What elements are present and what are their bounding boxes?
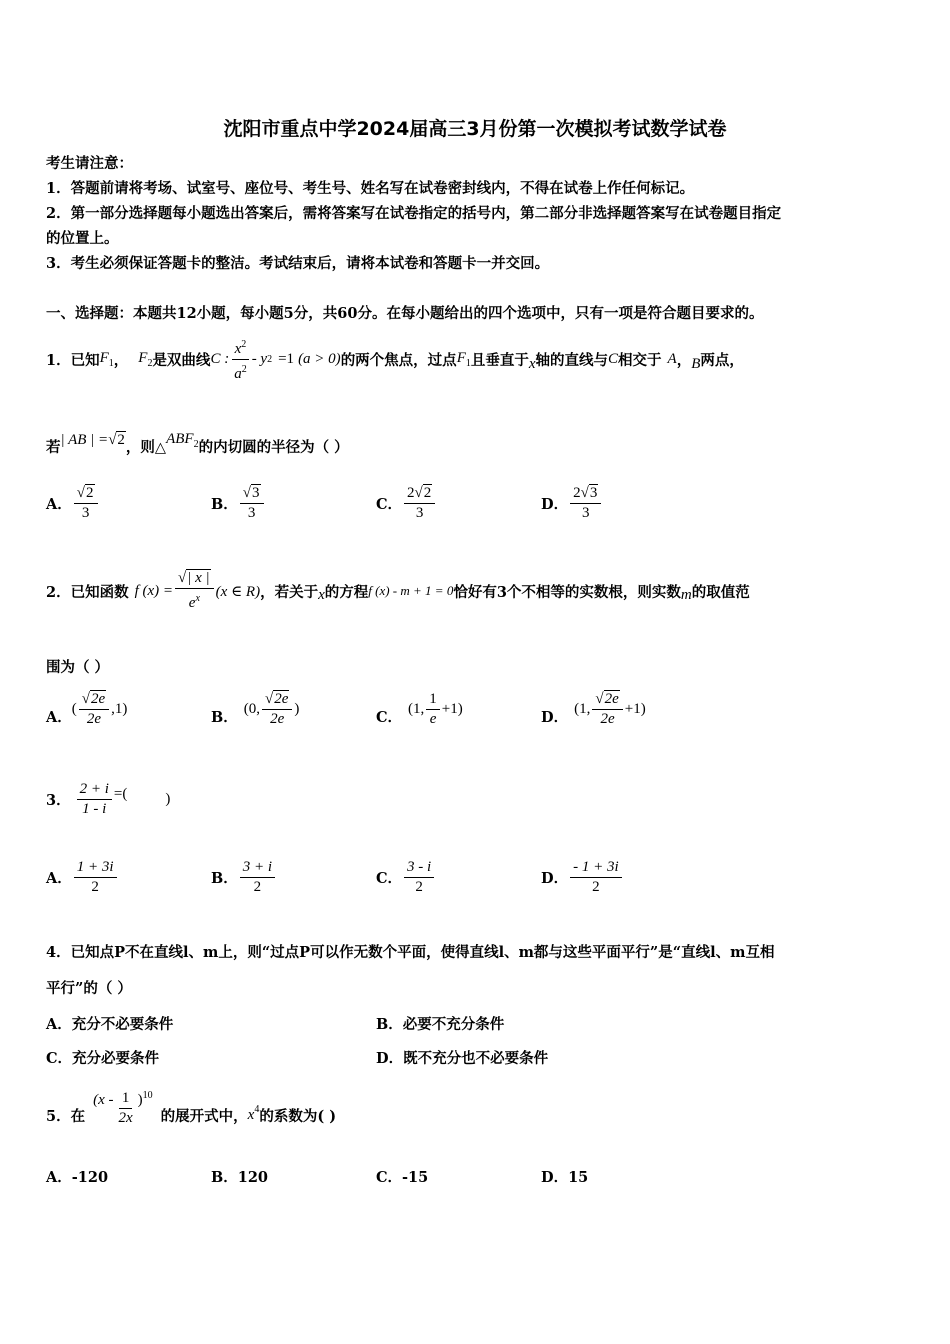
question-2-line-2: 围为（ ） <box>46 659 110 676</box>
q2-function-fraction: $\frac{√| x |}{e^x}$ <box>175 569 214 613</box>
q2-option-b[interactable]: B． (0, $\frac{√2e}{2e}$ ) <box>211 691 300 727</box>
question-1-line-1: 1．已知 $F_1$ ， $F_2$ 是双曲线 C : $\frac{x^2}{a^2}$ - y 2 =1 (a > 0) 的两个焦点，过点 $F_1$ 且垂直于 x 轴的直线与 C 相交于 A ， B 两点， <box>46 336 744 382</box>
q1-f2: $F_2$ <box>138 349 153 369</box>
section-heading: 一、选择题：本题共12小题，每小题5分，共60分。在每小题给出的四个选项中，只有一项是符合题目要求的。 <box>46 305 764 322</box>
q1-number: 1．已知 <box>46 351 100 369</box>
q2-option-c[interactable]: C． (1, $\frac{1}{e}$ +1) <box>376 691 463 727</box>
q5-option-c[interactable]: C．-15 <box>376 1169 429 1186</box>
q1-option-d[interactable]: D． $\frac{2√3}{3}$ <box>541 484 603 523</box>
notice-item-2: 2．第一部分选择题每小题选出答案后，需将答案写在试卷指定的括号内，第二部分非选择题答案写在试卷题目指定 <box>46 205 782 222</box>
question-4-line-2: 平行”的（ ） <box>46 980 132 997</box>
q4-option-a[interactable]: A．充分不必要条件 <box>46 1016 174 1033</box>
q5-option-d[interactable]: D．15 <box>541 1169 589 1186</box>
q4-option-d[interactable]: D．既不充分也不必要条件 <box>376 1050 549 1067</box>
q3-option-c[interactable]: C． $\frac{3 - i}{2}$ <box>376 858 436 897</box>
q2-option-a[interactable]: A． ( $\frac{√2e}{2e}$ ,1) <box>46 691 128 727</box>
q1-ab-length: | AB | =√2 <box>60 431 125 448</box>
q2-option-d[interactable]: D． (1, $\frac{√2e}{2e}$ +1) <box>541 691 646 727</box>
notice-heading: 考生请注意： <box>46 155 133 172</box>
question-2-line-1: 2．已知函数 f (x) = $\frac{√| x |}{e^x}$ (x ∈ R) ，若关于 x 的方程 f (x) - m + 1 = 0 恰好有3个不相等的实数根，则实数 m 的取值范 <box>46 570 750 611</box>
q1-option-b[interactable]: B． $\frac{√3}{3}$ <box>211 484 266 523</box>
q4-option-c[interactable]: C．充分必要条件 <box>46 1050 160 1067</box>
question-4-line-1: 4．已知点P不在直线l、m上，则“过点P可以作无数个平面，使得直线l、m都与这些平面平行”是“直线l、m互相 <box>46 944 775 961</box>
q3-fraction: $\frac{2 + i}{1 - i}$ <box>77 780 112 819</box>
question-1-line-2: 若 | AB | =√2 ，则△ $ABF_2$ 的内切圆的半径为（ ） <box>46 430 349 456</box>
q1-triangle: $ABF_2$ <box>166 430 199 450</box>
q5-fraction: $\frac{1}{2x}$ <box>118 1089 133 1126</box>
q1-f1: $F_1$ <box>99 349 114 369</box>
question-5: 5．在 (x - $\frac{1}{2x}$ ) $^{10}$ 的展开式中， x $^4$ 的系数为( ) <box>46 1089 337 1126</box>
notice-item-2-cont: 的位置上。 <box>46 230 119 247</box>
question-3: 3． $\frac{2 + i}{1 - i}$ =( ) <box>46 780 171 817</box>
q1-option-c[interactable]: C． $\frac{2√2}{3}$ <box>376 484 437 523</box>
notice-item-1: 1．答题前请将考场、试室号、座位号、考生号、姓名写在试卷密封线内，不得在试卷上作任何标记。 <box>46 180 695 197</box>
page-title: 沈阳市重点中学2024届高三3月份第一次模拟考试数学试卷 <box>223 118 727 140</box>
q4-option-b[interactable]: B．必要不充分条件 <box>376 1016 505 1033</box>
q1-f1b: $F_1$ <box>456 349 471 369</box>
q3-option-a[interactable]: A． $\frac{1 + 3i}{2}$ <box>46 858 119 897</box>
q1-hyperbola-fraction: $\frac{x^2}{a^2}$ <box>231 335 250 384</box>
q1-option-a[interactable]: A． $\frac{√2}{3}$ <box>46 484 100 523</box>
q3-option-d[interactable]: D． $\frac{- 1 + 3i}{2}$ <box>541 858 624 897</box>
notice-item-3: 3．考生必须保证答题卡的整洁。考试结束后，请将本试卷和答题卡一并交回。 <box>46 255 550 272</box>
q3-option-b[interactable]: B． $\frac{3 + i}{2}$ <box>211 858 277 897</box>
q5-option-a[interactable]: A．-120 <box>46 1169 109 1186</box>
q5-option-b[interactable]: B．120 <box>211 1169 269 1186</box>
